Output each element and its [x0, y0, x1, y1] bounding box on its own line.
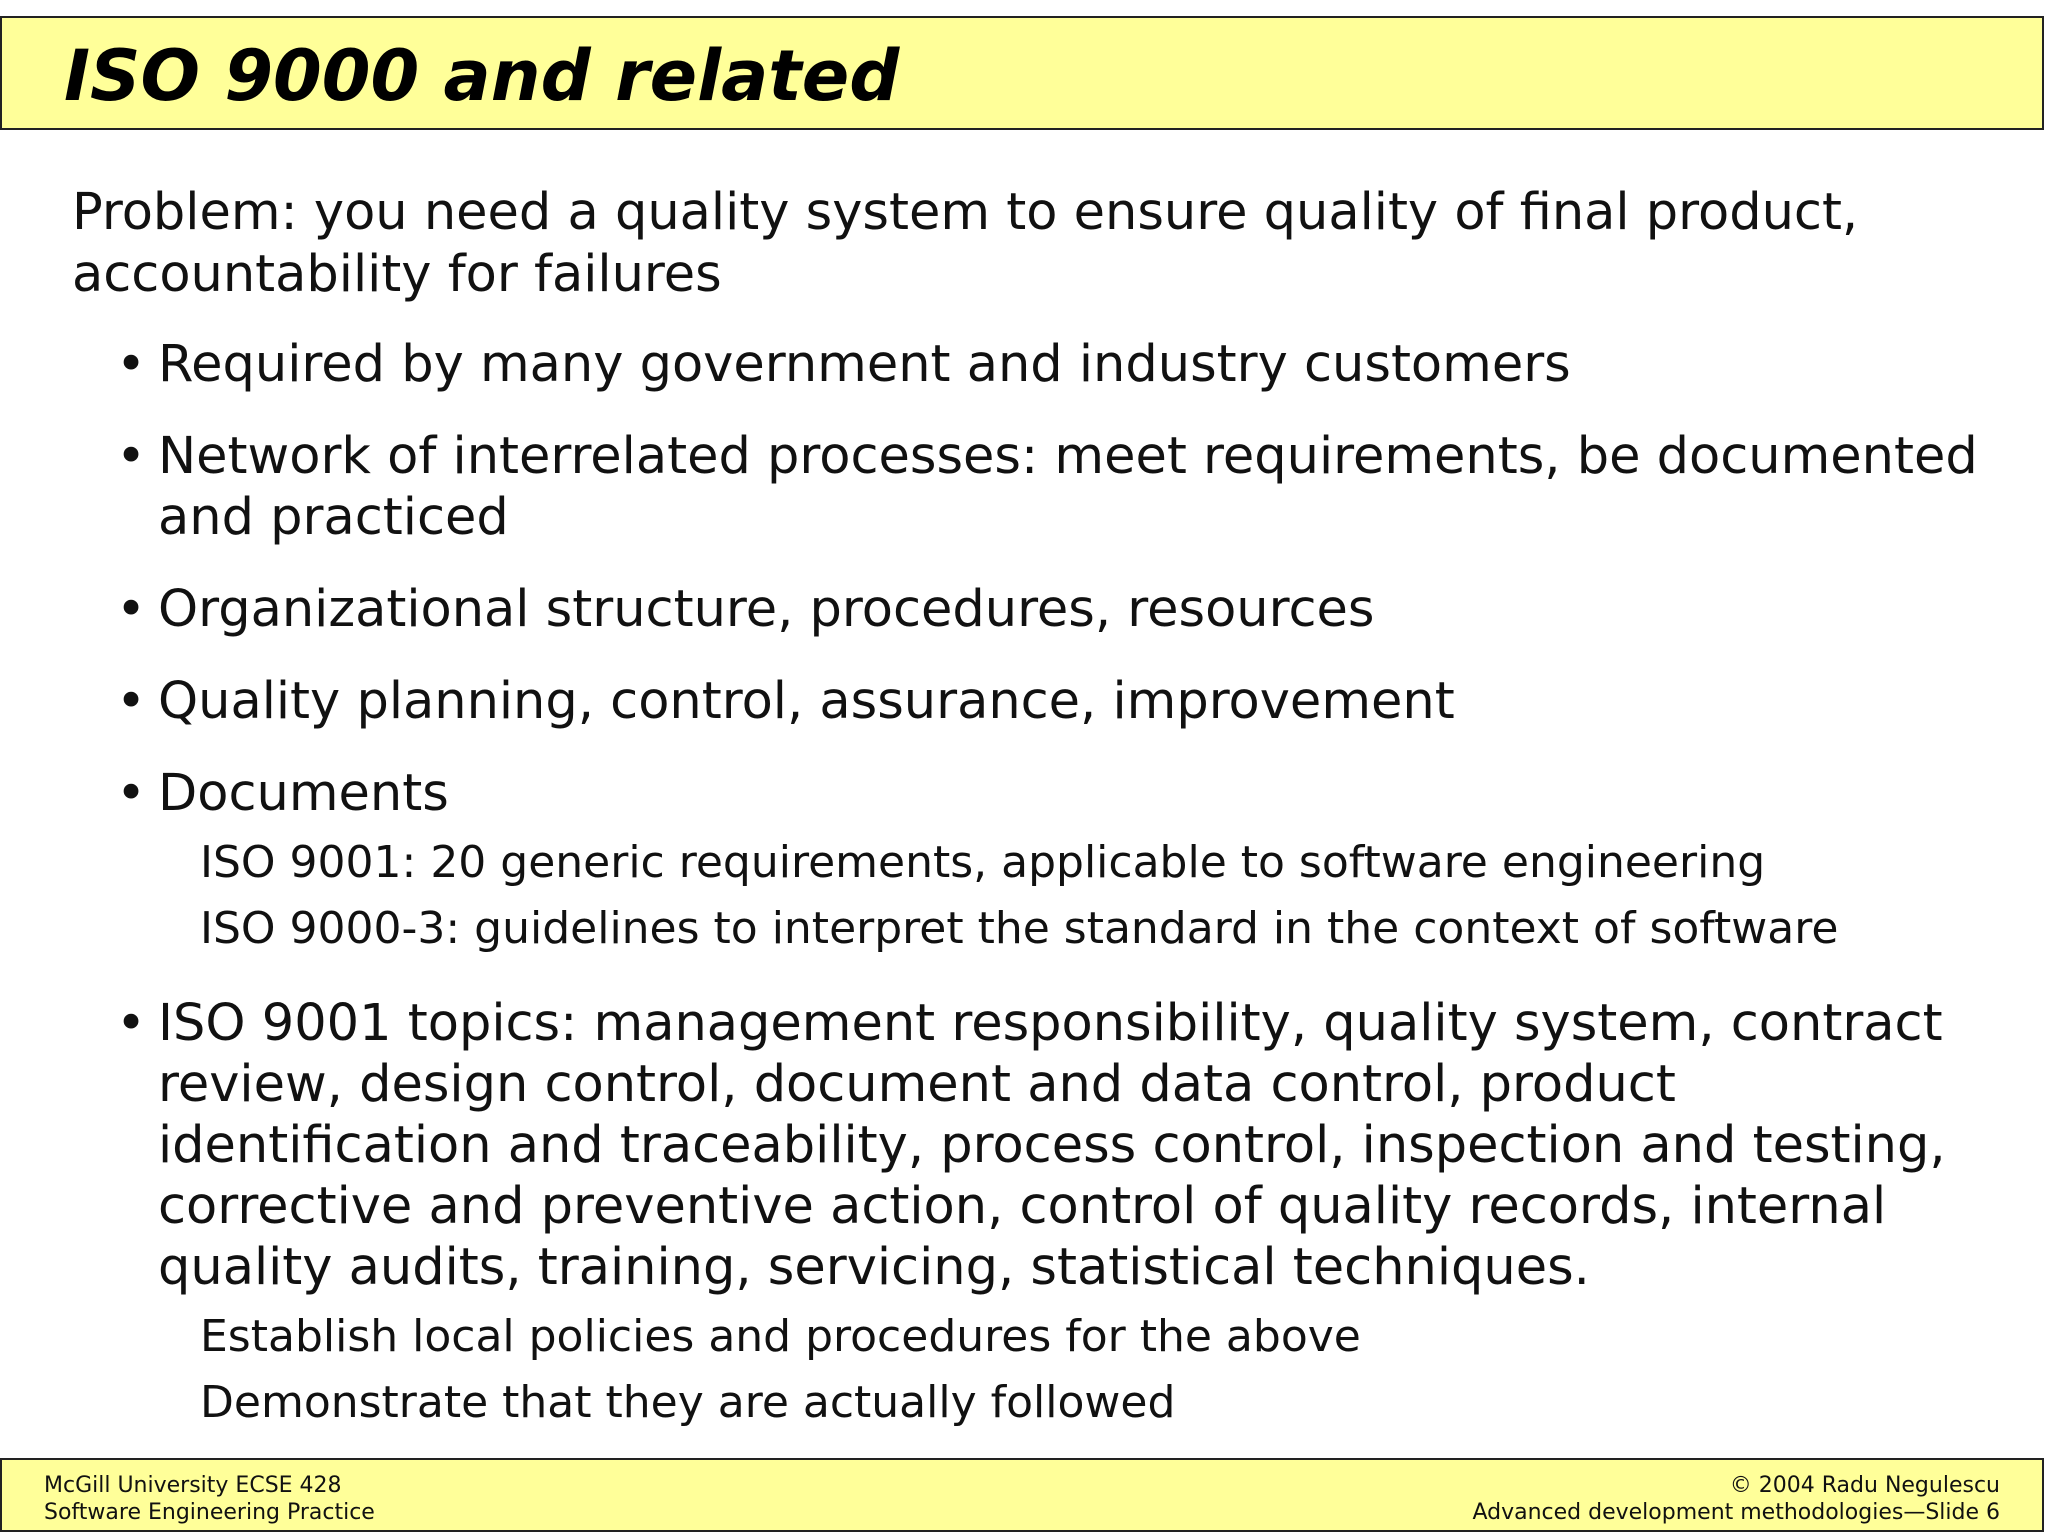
slide-content	[72, 182, 2012, 1467]
intro-text: Problem: you need a quality system to ensure quality of final product, accountability for failures	[72, 183, 1859, 304]
bullet-item	[72, 426, 2012, 548]
bullet-text: Quality planning, control, assurance, improvement	[158, 672, 1455, 731]
bullet-text: Organizational structure, procedures, resources	[158, 580, 1375, 639]
footer-copyright: © 2004 Radu Negulescu	[1729, 1473, 2000, 1498]
bullet-text: Documents	[158, 764, 449, 823]
bullet-dot-icon: •	[116, 335, 147, 394]
footer-right	[1472, 1472, 2000, 1526]
bullet-text: Network of interrelated processes: meet requirements, be documented and practiced	[158, 427, 1978, 547]
footer-course: Software Engineering Practice	[44, 1500, 375, 1525]
bullet-text: ISO 9001 topics: management responsibility, quality system, contract review, design control, document and data control, product identification and traceability, process control, inspection and testing, corrective and preventive action, control of quality records, internal quality audits, training, servicing, statistical techniques.	[158, 994, 1946, 1297]
slide-title: ISO 9000 and related	[64, 35, 900, 117]
bullet-dot-icon: •	[116, 580, 147, 639]
sub-item: Demonstrate that they are actually followed	[200, 1377, 1176, 1428]
title-bar	[0, 16, 2044, 130]
footer-slide-info: Advanced development methodologies—Slide 6	[1472, 1500, 2000, 1525]
bullet-item	[72, 671, 2012, 732]
sub-item: ISO 9000-3: guidelines to interpret the standard in the context of software	[200, 903, 1839, 954]
sub-item: ISO 9001: 20 generic requirements, applicable to software engineering	[200, 837, 1766, 888]
bullet-dot-icon: •	[116, 672, 147, 731]
sub-item: Establish local policies and procedures for the above	[200, 1311, 1361, 1362]
bullet-text: Required by many government and industry customers	[158, 335, 1571, 394]
bullet-item	[72, 993, 2012, 1436]
bullet-dot-icon: •	[116, 764, 147, 823]
bullet-item	[72, 334, 2012, 395]
bullet-dot-icon: •	[116, 427, 147, 486]
footer-university: McGill University ECSE 428	[44, 1473, 342, 1498]
bullet-dot-icon: •	[116, 994, 147, 1053]
bullet-item	[72, 579, 2012, 640]
sub-list	[158, 1304, 2012, 1436]
footer-left	[44, 1472, 375, 1526]
bullet-item	[72, 763, 2012, 962]
bullet-list	[72, 334, 2012, 1436]
sub-list	[158, 830, 2012, 962]
footer-bar	[0, 1458, 2044, 1532]
